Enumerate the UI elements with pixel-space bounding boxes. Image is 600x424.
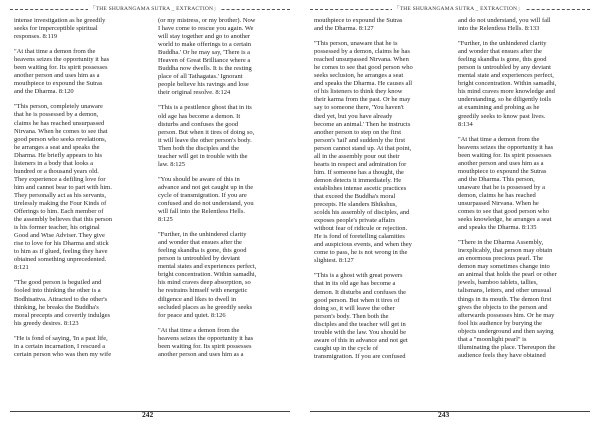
text-line: hearts in respect and admiration for — [314, 160, 407, 168]
text-line: Dharma. He briefly appears to his — [14, 151, 103, 159]
text-line: They experience a defiling love for — [14, 175, 106, 183]
text-line: He is fond of foretelling calamities — [314, 233, 405, 241]
text-line: another person and uses him as a — [158, 350, 244, 358]
text-line: Then both the disciples and the — [158, 144, 240, 152]
text-line: aware of this in advance and not get — [314, 336, 408, 344]
text-line: moral precepts and covertly indulges — [14, 311, 111, 319]
text-line: objects underground and then saying — [458, 327, 554, 335]
text-line: inexplicably, that person may obtain — [458, 247, 553, 255]
text-line: and speaks the Dharma. He causes all — [314, 80, 413, 88]
text-line: obtained something unprecedented. — [14, 256, 107, 264]
running-header — [0, 4, 300, 14]
text-line: and wonder that ensues after the — [458, 48, 542, 56]
footer-rule — [310, 411, 590, 412]
text-line: Bodhisattva. Attracted to the other's — [14, 295, 108, 303]
text-line: Buddha now dwells. It is the resting — [158, 65, 252, 73]
text-line: that he is possessed by a demon, — [14, 111, 99, 119]
text-line: reached unsurpassed Nirvana. When — [314, 56, 409, 64]
text-line: "This is a pestilence ghost that in its — [158, 104, 252, 112]
paragraph — [458, 17, 576, 33]
paragraph — [158, 176, 276, 224]
paragraph — [314, 272, 432, 361]
header-title: 「THE SHURANGAMA SUTRA _ EXTRACTION」 — [394, 6, 523, 12]
text-line: teacher will get in trouble with the — [158, 152, 248, 160]
text-line: and the Dharma. This person, — [458, 175, 535, 183]
text-line: that a "moonlight pearl" is — [458, 335, 527, 343]
text-column — [458, 17, 576, 409]
text-line: thinking, he breaks the Buddha's — [14, 303, 99, 311]
text-line: unsurpassed Nirvana. When he — [458, 199, 539, 207]
paragraph — [14, 279, 132, 327]
text-line: "This person, unaware that he is — [314, 40, 398, 48]
page-footer — [0, 408, 300, 420]
text-line: Buddha.' Or he may say, 'There is a — [158, 49, 250, 57]
text-line: establishes intense ascetic practices — [314, 184, 407, 192]
text-line: "At that time a demon from the — [14, 48, 96, 56]
paragraph — [14, 103, 132, 272]
paragraph — [14, 335, 132, 359]
text-line: 8:121 — [14, 264, 29, 272]
page-footer — [300, 408, 600, 420]
text-line: unaware that he is possessed by a — [458, 183, 546, 191]
text-column — [158, 17, 276, 409]
text-line: bright concentration. Within samadhi, — [458, 80, 557, 88]
text-line: understanding, so he diligently toils — [458, 96, 551, 104]
text-line: demon, claims he has reached — [458, 191, 536, 199]
text-line: advance and not get caught up in the — [158, 183, 254, 191]
text-line: will fall into the Relentless Hells. — [158, 208, 246, 216]
text-line: say to someone there, 'You haven't — [314, 104, 404, 112]
text-line: "There in the Dharma Assembly, — [458, 239, 544, 247]
text-line: that in its old age has become a — [314, 280, 396, 288]
text-line: diligence and likes to dwell in — [158, 295, 237, 303]
paragraph — [458, 136, 576, 233]
text-line: "Further, in the unhindered clarity — [458, 40, 547, 48]
text-line: at examining and probing as he — [458, 104, 540, 112]
text-line: good person who seeks revelations, — [14, 135, 107, 143]
text-line: and speaks the Dharma. 8:135 — [458, 224, 537, 232]
text-line: come to pass, he is not wrong in the — [314, 249, 408, 257]
paragraph — [158, 104, 276, 168]
text-line: been waiting for. Its spirit possesses — [14, 64, 108, 72]
text-line: mental states and experiences perfect, — [158, 263, 257, 271]
text-line: an enormous precious pearl. The — [458, 255, 543, 263]
text-line: his mind craves more knowledge and — [458, 88, 555, 96]
text-line: another person to step on the first — [314, 128, 402, 136]
text-line: he comes to see that good person who — [314, 64, 413, 72]
text-line: him and cannot bear to part with him. — [14, 183, 112, 191]
paragraph — [314, 17, 432, 33]
text-line: and wonder that ensues after the — [158, 239, 242, 247]
text-line: Good and Wise Adviser. They give — [14, 232, 105, 240]
text-line: 8:125 — [158, 216, 173, 224]
text-line: another person and uses him as a — [14, 72, 100, 80]
text-line: feeling skandha is gone, this good — [458, 56, 547, 64]
header-title: 「THE SHURANGAMA SUTRA _ EXTRACTION」 — [90, 6, 219, 12]
text-line: listeners in a body that looks a — [14, 159, 94, 167]
text-line: Heaven of Great Brilliance where a — [158, 57, 251, 65]
text-line: all in the assembly pour out their — [314, 152, 400, 160]
text-line: doing so, it will leave the other — [314, 304, 395, 312]
text-line: "He is fond of saying, 'In a past life, — [14, 334, 108, 342]
text-line: an animal that holds the pearl or other — [458, 271, 557, 279]
text-line: disciples and the teacher will get in — [314, 320, 406, 328]
text-line: 8:134 — [458, 120, 473, 128]
text-line: their karma from the past. Or he may — [314, 96, 411, 104]
page-number: 243 — [438, 410, 450, 419]
text-line: person cannot stand up. At that point, — [314, 144, 412, 152]
text-line: claims he has reached unsurpassed — [14, 119, 105, 127]
text-line: heavens seizes the opportunity it has — [14, 56, 110, 64]
paragraph — [14, 48, 132, 96]
text-line: bright concentration. Within samadhi, — [158, 271, 257, 279]
text-line: afterwards possesses him. Or he may — [458, 311, 555, 319]
text-line: good person. But when it tires of — [314, 296, 400, 304]
text-line: another person and uses him as a — [458, 159, 544, 167]
text-line: in a certain incarnation, I rescued a — [14, 342, 106, 350]
paragraph — [158, 327, 276, 359]
text-line: "At that time a demon from the — [158, 326, 240, 334]
text-line: and auspicious events, and when they — [314, 241, 412, 249]
text-line: disturbs and confuses the good — [158, 120, 239, 128]
text-line: the assembly believes that this person — [14, 216, 113, 224]
text-line: demon. It disturbs and confuses the — [314, 288, 407, 296]
text-line: been waiting for. Its spirit possesses — [458, 151, 552, 159]
text-line: their original resolve. 8:124 — [158, 89, 231, 97]
text-line: he arranges a seat and speaks the — [14, 143, 100, 151]
paragraph — [314, 40, 432, 265]
text-line: without fear of ridicule or rejection. — [314, 225, 408, 233]
paragraph — [158, 17, 276, 97]
text-line: precepts. He slanders Bhikshus, — [314, 201, 397, 209]
text-line: fool his audience by burying the — [458, 319, 542, 327]
text-line: he restrains himself with energetic — [158, 287, 248, 295]
text-line: people believe his ravings and lose — [158, 81, 249, 89]
text-line: it will leave the other person's body. — [158, 136, 252, 144]
text-line: rise to love for his Dharma and stick — [14, 240, 109, 248]
text-line: "This person, completely unaware — [14, 103, 103, 111]
text-line: person's body. Then both the — [314, 312, 389, 320]
text-line: "The good person is beguiled and — [14, 279, 102, 287]
text-line: become an animal.' Then he instructs — [314, 120, 411, 128]
text-line: person is untroubled by any deviant — [458, 64, 551, 72]
text-line: scolds his assembly of disciples, and — [314, 209, 410, 217]
text-line: talismans, letters, and other unusual — [458, 287, 552, 295]
text-line: and the Dharma. 8:120 — [14, 88, 74, 96]
text-line: world to make offerings to a certain — [158, 41, 252, 49]
text-line: heavens seizes the opportunity it has — [158, 334, 254, 342]
text-line: place of all Tathagatas.' Ignorant — [158, 73, 243, 81]
text-line: old age has become a demon. It — [158, 112, 241, 120]
paragraph — [458, 239, 576, 360]
text-line: will stay together and go to another — [158, 33, 251, 41]
text-line: gives the objects to the person and — [458, 303, 548, 311]
text-line: into the Relentless Hells. 8:133 — [458, 25, 540, 33]
text-line: confused and do not understand, you — [158, 199, 254, 207]
text-line: and the Dharma. 8:127 — [314, 25, 374, 33]
text-line: for peace and quiet. 8:126 — [158, 311, 226, 319]
text-line: him. If someone has a thought, the — [314, 168, 404, 176]
text-line: things in its mouth. The demon first — [458, 295, 552, 303]
paragraph — [14, 17, 132, 41]
text-line: person. But when it tires of doing so, — [158, 128, 255, 136]
text-line: illuminating the place. Thereupon the — [458, 343, 556, 351]
running-header — [300, 4, 600, 14]
page-right — [300, 0, 600, 424]
text-line: that exceed the Buddha's moral — [314, 192, 396, 200]
text-line: fooled into thinking the other is a — [14, 287, 101, 295]
text-line: caught up in the cycle of — [314, 344, 379, 352]
text-line: been waiting for. Its spirit possesses — [158, 342, 252, 350]
text-line: "This is a ghost with great powers — [314, 272, 403, 280]
text-line: jewels, bamboo tablets, tallies, — [458, 279, 538, 287]
text-line: cycle of transmigration. If you are — [158, 191, 247, 199]
text-line: mental state and experiences perfect, — [458, 72, 554, 80]
text-line: intense investigation as he greedily — [14, 17, 106, 24]
text-line: died yet, but you have already — [314, 112, 393, 120]
text-line: They personally act as his servants, — [14, 191, 107, 199]
text-line: hundred or a thousand years old. — [14, 167, 99, 175]
text-line: seeks for imperceptible spiritual — [14, 25, 98, 33]
text-column — [314, 17, 432, 409]
text-line: Nirvana. When he comes to see that — [14, 127, 108, 135]
text-line: person is untroubled by deviant — [158, 255, 240, 263]
text-line: his greedy desires. 8:123 — [14, 319, 79, 327]
text-line: transmigration. If you are confused — [314, 352, 406, 360]
text-line: mouthpiece to expound the Sutras — [458, 167, 547, 175]
text-line: responses. 8:119 — [14, 33, 58, 41]
text-line: seeks knowledge, he arranges a seat — [458, 216, 552, 224]
text-line: greedily seeks to know past lives. — [458, 112, 546, 120]
paragraph — [458, 40, 576, 129]
text-line: comes to see that good person who — [458, 208, 549, 216]
text-line: person's 'tail' and suddenly the first — [314, 136, 406, 144]
text-line: "You should be aware of this in — [158, 175, 240, 183]
text-line: law. 8:125 — [158, 160, 186, 168]
text-line: I have come to rescue you again. We — [158, 25, 254, 33]
text-line: to him as if glued, feeling they have — [14, 248, 108, 256]
text-line: possessed by a demon, claims he has — [314, 48, 410, 56]
text-line: tirelessly making the Four Kinds of — [14, 199, 107, 207]
text-line: audience feels they have obtained — [458, 351, 546, 359]
text-line: and do not understand, you will fall — [458, 17, 551, 24]
text-line: demon may sometimes change into — [458, 263, 550, 271]
text-line: "At that time a demon from the — [458, 135, 540, 143]
text-line: exposes people's private affairs — [314, 217, 396, 225]
text-line: certain person who was then my wife — [14, 350, 112, 358]
text-line: mouthpiece to expound the Sutras — [14, 80, 103, 88]
paragraph — [158, 231, 276, 320]
text-line: of his listeners to think they know — [314, 88, 403, 96]
page-number: 242 — [142, 410, 154, 419]
text-line: (or my mistress, or my brother). Now — [158, 17, 256, 24]
text-line: his mind craves deep absorption, so — [158, 279, 251, 287]
text-line: trouble with the law. You should be — [314, 328, 407, 336]
text-line: slightest. 8:127 — [314, 257, 354, 265]
text-line: is his former teacher, his original — [14, 224, 100, 232]
text-line: demon detects it immediately. He — [314, 176, 402, 184]
text-line: Offerings to him. Each member of — [14, 208, 104, 216]
text-line: seeks seclusion, he arranges a seat — [314, 72, 404, 80]
text-line: feeling skandha is gone, this good — [158, 247, 247, 255]
text-line: "Further, in the unhindered clarity — [158, 231, 247, 239]
text-column — [14, 17, 132, 409]
text-line: heavens seizes the opportunity it has — [458, 143, 554, 151]
text-line: mouthpiece to expound the Sutras — [314, 17, 403, 24]
text-line: secluded places as he greedily seeks — [158, 303, 253, 311]
